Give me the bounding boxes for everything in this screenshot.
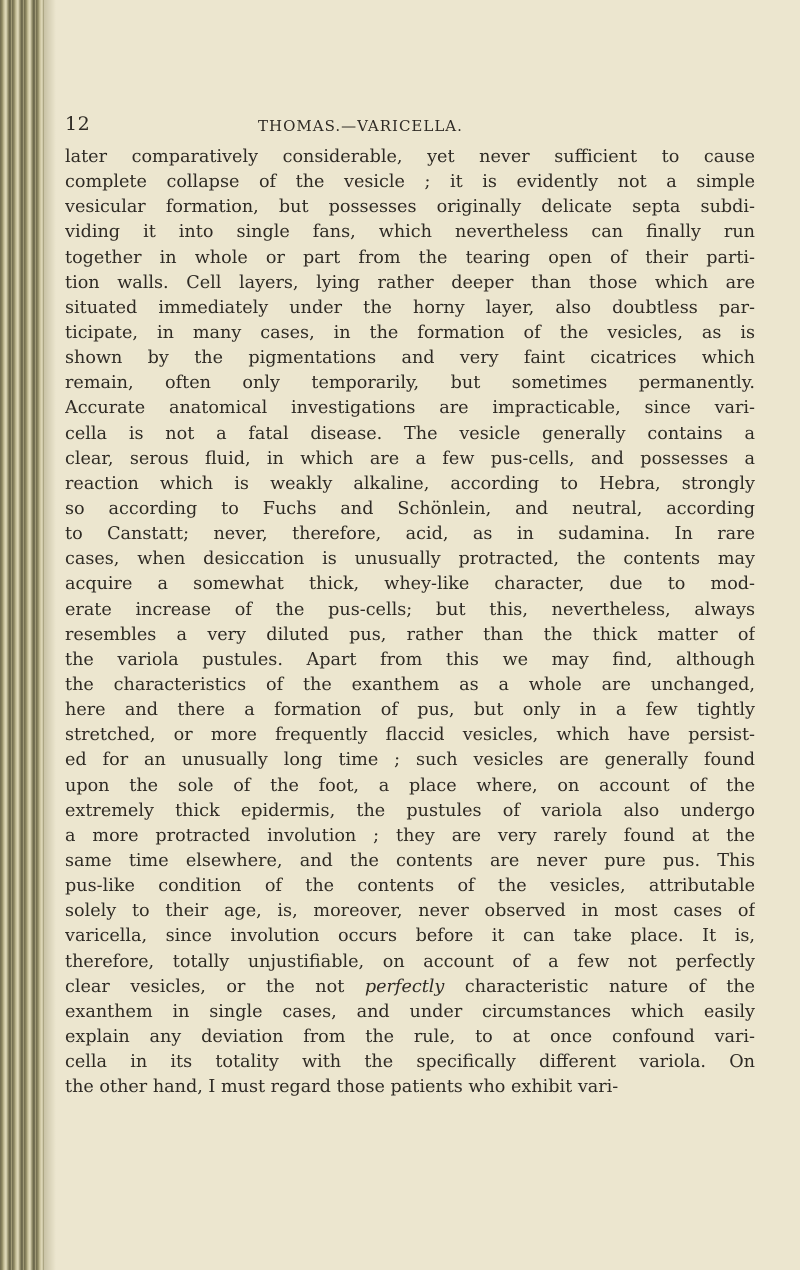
text-line: upon the sole of the foot, a place where, on account of the	[65, 775, 755, 796]
text-line: cella in its totality with the specifically different variola. On	[65, 1052, 755, 1073]
page-gutter-shadow	[44, 0, 56, 1270]
text-line: cases, when desiccation is unusually protracted, the contents may	[65, 549, 755, 570]
page-number: 12	[65, 113, 91, 135]
text-line: so according to Fuchs and Schönlein, and neutral, according	[65, 498, 755, 519]
text-segment: clear vesicles, or the not	[65, 976, 345, 997]
text-line: viding it into single fans, which nevertheless can finally run	[65, 222, 755, 243]
text-line: to Canstatt; never, therefore, acid, as in sudamina. In rare	[65, 524, 755, 545]
text-line: exanthem in single cases, and under circumstances which easily	[65, 1001, 755, 1022]
text-line: Accurate anatomical investigations are impracticable, since vari-	[65, 398, 755, 419]
text-line: here and there a formation of pus, but only in a few tightly	[65, 700, 755, 721]
text-line: tion walls. Cell layers, lying rather deeper than those which are	[65, 272, 755, 293]
running-head: THOMAS.—VARICELLA.	[258, 117, 463, 135]
text-line: pus-like condition of the contents of the vesicles, attributable	[65, 876, 755, 897]
text-line: reaction which is weakly alkaline, according to Hebra, strongly	[65, 473, 755, 494]
text-line-italic	[65, 975, 755, 1000]
italic-emphasis: perfectly	[364, 976, 445, 997]
text-line: resembles a very diluted pus, rather than the thick matter of	[65, 624, 755, 645]
text-line: the variola pustules. Apart from this we may find, although	[65, 649, 755, 670]
text-line: varicella, since involution occurs before it can take place. It is,	[65, 926, 755, 947]
text-line: extremely thick epidermis, the pustules of variola also undergo	[65, 800, 755, 821]
text-line: the characteristics of the exanthem as a whole are unchanged,	[65, 674, 755, 695]
text-line: together in whole or part from the tearing open of their parti-	[65, 247, 755, 268]
text-line: explain any deviation from the rule, to at once confound vari-	[65, 1026, 755, 1047]
text-line: shown by the pigmentations and very faint cicatrices which	[65, 348, 755, 369]
text-line: therefore, totally unjustifiable, on account of a few not perfectly	[65, 951, 755, 972]
text-line: remain, often only temporarily, but sometimes permanently.	[65, 373, 755, 394]
text-line: acquire a somewhat thick, whey-like character, due to mod-	[65, 574, 755, 595]
text-line: vesicular formation, but possesses originally delicate septa subdi-	[65, 197, 755, 218]
text-line: stretched, or more frequently flaccid vesicles, which have persist-	[65, 725, 755, 746]
book-binding-edge	[0, 0, 44, 1270]
text-line: complete collapse of the vesicle ; it is evidently not a simple	[65, 172, 755, 193]
text-line: later comparatively considerable, yet never sufficient to cause	[65, 147, 755, 167]
text-line: cella is not a fatal disease. The vesicle generally contains a	[65, 423, 755, 444]
text-line: ed for an unusually long time ; such vesicles are generally found	[65, 750, 755, 771]
text-line: a more protracted involution ; they are very rarely found at the	[65, 825, 755, 846]
text-segment: characteristic nature of the	[464, 976, 755, 997]
text-line: solely to their age, is, moreover, never observed in most cases of	[65, 901, 755, 922]
text-line: ticipate, in many cases, in the formation of the vesicles, as is	[65, 322, 755, 343]
text-line: the other hand, I must regard those patients who exhibit vari-	[65, 1077, 619, 1098]
body-text	[65, 145, 755, 1100]
text-line: same time elsewhere, and the contents are never pure pus. This	[65, 850, 755, 871]
text-line: situated immediately under the horny layer, also doubtless par-	[65, 297, 755, 318]
text-line: clear, serous fluid, in which are a few pus-cells, and possesses a	[65, 448, 755, 469]
text-line: erate increase of the pus-cells; but this, nevertheless, always	[65, 599, 755, 620]
